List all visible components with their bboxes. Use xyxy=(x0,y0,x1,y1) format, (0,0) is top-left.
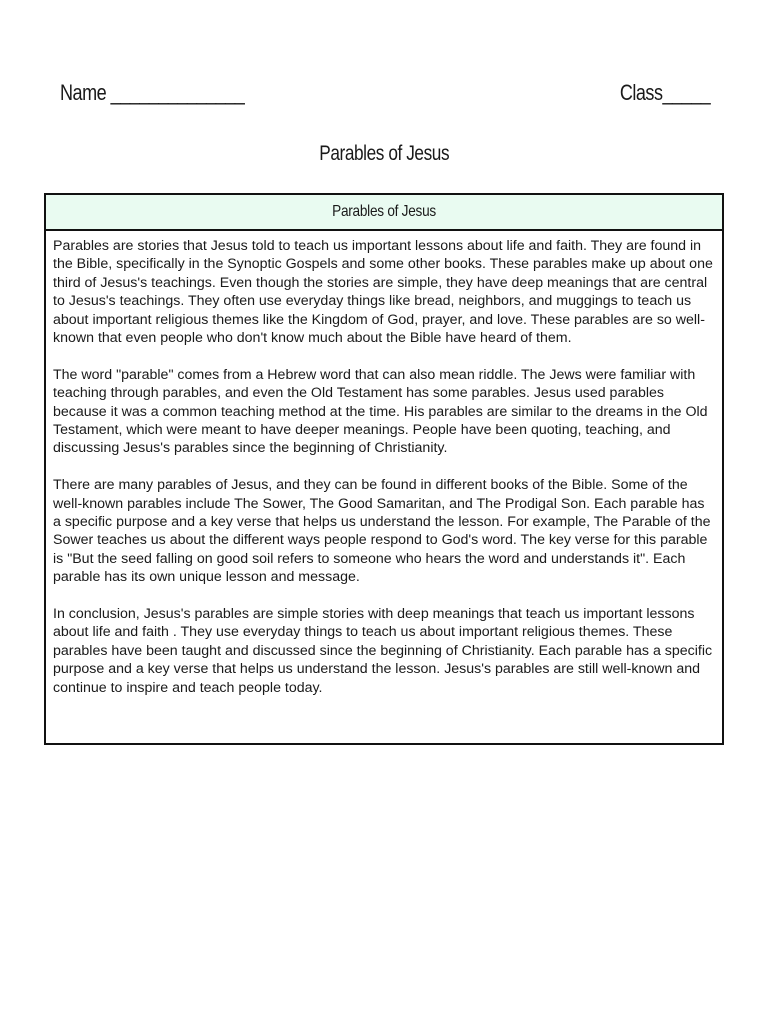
student-info-row xyxy=(60,80,710,114)
passage-body xyxy=(46,231,722,697)
passage-heading-text: Parables of Jesus xyxy=(332,203,436,220)
name-field: Name ______________ xyxy=(60,80,245,105)
reading-passage-box xyxy=(44,193,724,745)
paragraph-3: There are many parables of Jesus, and they can be found in different books of the Bible. Some of the well-known parables include The Sower, The Good Samaritan, and The Prodigal Son. Each parable has a specific purpose and a key verse that helps us understand the lesson. For example, The Parable of the Sower teaches us about the different ways people respond to God's word. The key verse for this parable is "But the seed falling on good soil refers to someone who hears the word and understands it". Each parable has its own unique lesson and message. xyxy=(53,477,711,586)
paragraph-1: Parables are stories that Jesus told to teach us important lessons about life and faith. They are found in the Bible, specifically in the Synoptic Gospels and some other books. These parables make up about one third of Jesus's teachings. Even though the stories are simple, they have deep meanings that are central to Jesus's teachings. They often use everyday things like bread, neighbors, and muggings to teach us about important religious themes like the Kingdom of God, prayer, and love. These parables are so well-known that even people who don't know much about the Bible have heard of them. xyxy=(53,238,713,347)
passage-heading xyxy=(46,195,722,231)
page-title xyxy=(0,142,768,166)
page-title-text: Parables of Jesus xyxy=(319,142,449,165)
paragraph-4: In conclusion, Jesus's parables are simple stories with deep meanings that teach us important lessons about life and faith . They use everyday things to teach us about important religious themes. These parables have been taught and discussed since the beginning of Christianity. Each parable has a specific purpose and a key verse that helps us understand the lesson. Jesus's parables are still well-known and continue to inspire and teach people today. xyxy=(53,606,713,696)
class-field: Class_____ xyxy=(619,80,710,105)
paragraph-2: The word "parable" comes from a Hebrew word that can also mean riddle. The Jews were familiar with teaching through parables, and even the Old Testament has some parables. Jesus used parables because it was a common teaching method at the time. His parables are similar to the dreams in the Old Testament, which were meant to have deeper meanings. People have been quoting, teaching, and discussing Jesus's parables since the beginning of Christianity. xyxy=(53,366,708,457)
